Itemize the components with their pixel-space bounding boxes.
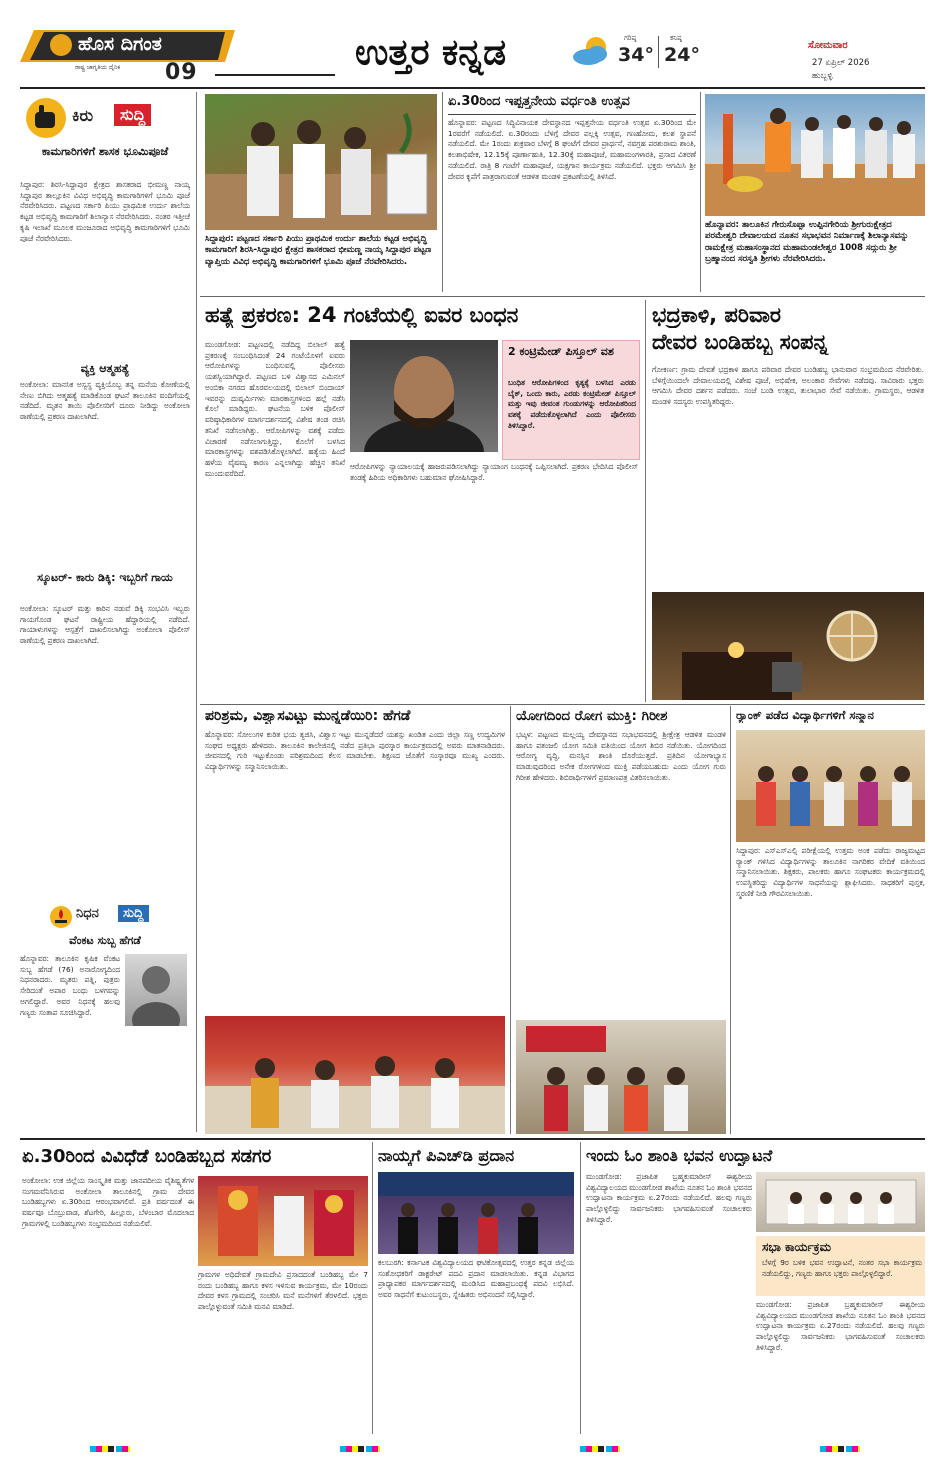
nidhana-label-a: ನಿಧನ bbox=[76, 906, 99, 921]
rank-event-photo bbox=[736, 730, 925, 842]
yoga-headline: ಯೋಗದಿಂದ ರೋಗ ಮುಕ್ತಿ: ಗಿರೀಶ bbox=[516, 708, 668, 724]
phd-body: ಕಲಬುರಗಿ: ಕರ್ನಾಟಕ ವಿಶ್ವವಿದ್ಯಾಲಯದ ಘಟಿಕೋತ್ಸವದಲ್ಲಿ ಉತ್ತರ ಕನ್ನಡ ಜಿಲ್ಲೆಯ ಸಂಶೋಧಕರಿಗೆ ಡಾಕ್ಟರೇಟ್ ಪದವಿ ಪ್ರದಾನ ಮಾಡಲಾಯಿತು. ಕನ್ನಡ ವಿಭಾಗದ ಪ್ರಾಧ್ಯಾಪಕರ ಮಾರ್ಗದರ್ಶನದಲ್ಲಿ ಮಂಡಿಸಿದ ಮಹಾಪ್ರಬಂಧಕ್ಕೆ ಪದವಿ ಲಭಿಸಿದೆ. ಅವರ ಸಾಧನೆಗೆ ಕುಟುಂಬಸ್ಥರು, ಸ್ನೇಹಿತರು ಅಭಿನಂದನೆ ಸಲ್ಲಿಸಿದ್ದಾರೆ. bbox=[378, 1258, 574, 1300]
hand-point-icon bbox=[26, 98, 66, 138]
masthead bbox=[0, 0, 945, 86]
day-label: ಸೋಮವಾರ bbox=[808, 40, 848, 51]
paper-name: ಹೊಸ ದಿಗಂತ bbox=[78, 33, 162, 55]
sabha-box-body: ಬೆಳಗ್ಗೆ 9ರ ಬಳಿಕ ಭವನ ಉದ್ಘಾಟನೆ, ನಂತರ ಸಭಾ ಕಾರ್ಯಕ್ರಮ ನಡೆಯಲಿದ್ದು, ಗಣ್ಯರು ಹಾಗೂ ಭಕ್ತರು ಪಾಲ್ಗೊಳ್ಳಲಿದ್ದಾರೆ. bbox=[762, 1258, 922, 1278]
obituary-photo bbox=[125, 954, 187, 1026]
weather-divider bbox=[658, 36, 659, 68]
paper-tagline: ರಾಷ್ಟ್ರ ಜಾಗೃತಿಯ ದೈನಿಕ bbox=[75, 64, 121, 71]
nidhana-suddi-banner bbox=[50, 904, 190, 930]
bottom-divider-2 bbox=[580, 1142, 581, 1434]
rank-headline: ರ್‍ಯಾಂಕ್ ಪಡೆದ ವಿದ್ಯಾರ್ಥಿಗಳಿಗೆ ಸನ್ಮಾನ bbox=[736, 708, 874, 722]
weather-max-label: ಗರಿಷ್ಠ bbox=[624, 34, 637, 42]
hegde-headline: ಪರಿಶ್ರಮ, ವಿಶ್ವಾಸವಿಟ್ಟು ಮುನ್ನಡೆಯಿರಿ: ಹೆಗಡೆ bbox=[205, 708, 411, 724]
sidebar-story-title: ಕಾಮಗಾರಿಗಳಿಗೆ ಶಾಸಕ ಭೂಮಿಪೂಜೆ bbox=[41, 145, 169, 158]
weather-icon bbox=[570, 34, 614, 68]
top-divider-2 bbox=[700, 92, 701, 292]
pistol-box-body: ಬಂಧಿತ ಆರೋಪಿಗಳಿಂದ ಕೃತ್ಯಕ್ಕೆ ಬಳಸಿದ ಎರಡು ಬೈಕ್, ಒಂದು ಕಾರು, ಎರಡು ಕಂಟ್ರಿಮೇಡ್ ಪಿಸ್ತೂಲ್ ಮತ್ತು ಇವು ಜೀವಂತ ಗುಂಡುಗಳನ್ನು ಆರೋಪಿತರಿಂದ ವಶಕ್ಕೆ ಪಡೆದುಕೊಳ್ಳಲಾಗಿದೆ ಎಂದು ಪೊಲೀಸರು ತಿಳಿಸಿದ್ದಾರೆ. bbox=[508, 378, 636, 430]
obituary-body: ಹೊನ್ನಾವರ: ತಾಲೂಕಿನ ಕೃಷಿಕ ವೆಂಕಟ ಸುಬ್ಬ ಹೆಗಡೆ (76) ಅನಾರೋಗ್ಯದಿಂದ ನಿಧನರಾದರು. ಮೃತರು ಪತ್ನಿ, ಪುತ್ರರು ಸೇರಿದಂತೆ ಅಪಾರ ಬಂಧು ಬಳಗವನ್ನು ಅಗಲಿದ್ದಾರೆ. ಅವರ ನಿಧನಕ್ಕೆ ಹಲವು ಗಣ್ಯರು ಸಂತಾಪ ಸೂಚಿಸಿದ್ದಾರೆ. bbox=[20, 954, 120, 1017]
section-rule-2 bbox=[200, 704, 925, 705]
top-divider-1 bbox=[442, 92, 443, 292]
kiru-suddi-label-b: ಸುದ್ದಿ bbox=[114, 104, 151, 126]
phd-headline: ನಾಯ್ಕಗೆ ಪಿಎಚ್‌ಡಿ ಪ್ರದಾನ bbox=[378, 1146, 515, 1165]
murder-body: ಮುಂಡಗೋಡ: ಪಟ್ಟಣದಲ್ಲಿ ನಡೆದಿದ್ದ ಬಿಲಾಲ್ ಹತ್ಯೆ ಪ್ರಕರಣಕ್ಕೆ ಸಂಬಂಧಿಸಿದಂತೆ 24 ಗಂಟೆಯೊಳಗೆ ಐವರು ಆರೋಪಿಗಳನ್ನು ಬಂಧಿಸುವಲ್ಲಿ ಪೊಲೀಸರು ಯಶಸ್ವಿಯಾಗಿದ್ದಾರೆ. ಪಟ್ಟಣದ ಬಳಿ ವಿಶ್ವಾಸದ ಎಮಿನಲ್ ಅಂಬಿಕಾ ನಗರದ ಹೊರವಲಯದಲ್ಲಿ ಬಿಲಾಲ್ ಬಿಂದಾಯ್ ಇವರನ್ನು ದುಷ್ಕರ್ಮಿಗಳು ಮಾರಕಾಸ್ತ್ರಗಳಿಂದ ಹಲ್ಲೆ ನಡೆಸಿ ಕೊಲೆ ಮಾಡಿದ್ದರು. ಘಟನೆಯ ಬಳಿಕ ಪೊಲೀಸ್ ವರಿಷ್ಠಾಧಿಕಾರಿಗಳ ಮಾರ್ಗದರ್ಶನದಲ್ಲಿ ವಿಶೇಷ ತಂಡ ರಚಿಸಿ ತನಿಖೆ ನಡೆಸಲಾಗಿತ್ತು. ಆರೋಪಿಗಳನ್ನು ವಶಕ್ಕೆ ಪಡೆದು ವಿಚಾರಣೆ ನಡೆಸಲಾಗುತ್ತಿದ್ದು, ಕೊಲೆಗೆ ಬಳಸಿದ ಮಾರಕಾಸ್ತ್ರಗಳನ್ನು ವಶಪಡಿಸಿಕೊಳ್ಳಲಾಗಿದೆ. ಹತ್ಯೆಯ ಹಿಂದೆ ಹಳೆಯ ವೈಷಮ್ಯ ಕಾರಣ ಎನ್ನಲಾಗಿದ್ದು ಹೆಚ್ಚಿನ ತನಿಖೆ ಮುಂದುವರೆದಿದೆ. bbox=[205, 340, 345, 478]
sidebar-divider bbox=[196, 92, 197, 1132]
date-label: 27 ಏಪ್ರಿಲ್ 2026 bbox=[812, 58, 870, 68]
logo-emblem-icon bbox=[50, 34, 72, 56]
sidebar-story-body: ಅಂಕೋಲಾ: ಸ್ಕೂಟರ್ ಮತ್ತು ಕಾರಿನ ನಡುವೆ ಡಿಕ್ಕಿ ಸಂಭವಿಸಿ ಇಬ್ಬರು ಗಾಯಗೊಂಡ ಘಟನೆ ರಾಷ್ಟ್ರೀಯ ಹೆದ್ದಾರಿಯಲ್ಲಿ ನಡೆದಿದೆ. ಗಾಯಾಳುಗಳನ್ನು ಆಸ್ಪತ್ರೆಗೆ ದಾಖಲಿಸಲಾಗಿದ್ದು ಅಂಕೋಲಾ ಪೊಲೀಸ್ ಠಾಣೆಯಲ್ಲಿ ಪ್ರಕರಣ ದಾಖಲಾಗಿದೆ. bbox=[20, 604, 190, 646]
registration-marks bbox=[0, 1440, 945, 1460]
kiru-suddi-banner bbox=[26, 98, 186, 138]
om-body-continued: ಮುಂಡಗೋಡ: ಪ್ರಜಾಪಿತ ಬ್ರಹ್ಮಕುಮಾರೀಸ್ ಈಶ್ವರೀಯ ವಿಶ್ವವಿದ್ಯಾಲಯದ ಮುಂಡಗೋಡ ಶಾಖೆಯ ನೂತನ ಓಂ ಶಾಂತಿ ಭವನದ ಉದ್ಘಾಟನಾ ಕಾರ್ಯಕ್ರಮ ಏ.27ರಂದು ನಡೆಯಲಿದೆ. ಹಲವು ಗಣ್ಯರು ಪಾಲ್ಗೊಳ್ಳಲಿದ್ದು ಸಾರ್ವಜನಿಕರು ಭಾಗವಹಿಸುವಂತೆ ಸಂಚಾಲಕರು ತಿಳಿಸಿದ್ದಾರೆ. bbox=[756, 1300, 925, 1352]
mid-divider-2 bbox=[510, 706, 511, 1134]
shilanyasa-photo bbox=[705, 94, 925, 216]
weather-min-temp: 24° bbox=[664, 44, 700, 66]
masthead-rule bbox=[20, 87, 925, 89]
hegde-body: ಹೊನ್ನಾವರ: ಸೋಲುಗಳ ಕುರಿತ ಭಯ ತ್ಯಜಿಸಿ, ವಿಶ್ವಾಸ ಇಟ್ಟು ಮುನ್ನಡೆದರೆ ಯಶಸ್ಸು ಖಂಡಿತ ಎಂದು ಜಿಲ್ಲಾ ಸಣ್ಣ ಉದ್ಯಮಿಗಳ ಸಂಘದ ಅಧ್ಯಕ್ಷರು ಹೇಳಿದರು. ತಾಲೂಕಿನ ಕಾಲೇಜಿನಲ್ಲಿ ನಡೆದ ಪ್ರತಿಭಾ ಪುರಸ್ಕಾರ ಕಾರ್ಯಕ್ರಮದಲ್ಲಿ ಅವರು ಮಾತನಾಡಿದರು. ಜೀವನದಲ್ಲಿ ಗುರಿ ಇಟ್ಟುಕೊಂಡು ಪರಿಶ್ರಮದಿಂದ ಕೆಲಸ ಮಾಡಬೇಕು. ಶಿಕ್ಷಣದ ಜೊತೆಗೆ ಸಂಸ್ಕಾರವೂ ಮುಖ್ಯ ಎಂದರು. ವಿದ್ಯಾರ್ಥಿಗಳನ್ನು ಸನ್ಮಾನಿಸಲಾಯಿತು. bbox=[205, 730, 505, 772]
mid-divider-1 bbox=[645, 300, 646, 702]
edition-title: ಉತ್ತರ ಕನ್ನಡ bbox=[355, 32, 507, 73]
sidebar-story-title: ವ್ಯಕ್ತಿ ಆತ್ಮಹತ್ಯೆ bbox=[80, 362, 130, 375]
bhoomipuja-caption: ಸಿದ್ದಾಪುರ: ಪಟ್ಟಣದ ಸರ್ಕಾರಿ ಪಿಯು ಪ್ರಾಥಮಿಕ ಉರ್ದು ಶಾಲೆಯ ಕಟ್ಟಡ ಅಭಿವೃದ್ಧಿ ಕಾಮಗಾರಿಗೆ ಶಿರಸಿ-ಸಿದ್ದಾಪುರ ಕ್ಷೇತ್ರದ ಶಾಸಕರಾದ ಭೀಮಣ್ಣ ನಾಯ್ಕ ಸಿದ್ದಾಪುರ ಪಟ್ಟಣ ವ್ಯಾಪ್ತಿಯ ವಿವಿಧ ಅಭಿವೃದ್ಧಿ ಕಾಮಗಾರಿಗಳಿಗೆ ಭೂಮಿ ಪೂಜೆ ನೆರವೇರಿಸಿದರು. bbox=[205, 234, 432, 267]
kiru-suddi-label-a: ಕಿರು bbox=[72, 106, 94, 125]
phd-convocation-photo bbox=[378, 1172, 574, 1254]
bottom-divider-1 bbox=[372, 1142, 373, 1434]
pistol-box-title: 2 ಕಂಟ್ರಿಮೇಡ್ ಪಿಸ್ತೂಲ್ ವಶ bbox=[508, 345, 614, 358]
section-rule-1 bbox=[200, 296, 925, 297]
mid-divider-3 bbox=[730, 706, 731, 1134]
paper-logo bbox=[20, 30, 235, 62]
section-rule-3 bbox=[20, 1138, 925, 1140]
bandi-festival-photo bbox=[198, 1176, 368, 1266]
bandi-headline: ಏ.30ರಿಂದ ವಿವಿಧೆಡೆ ಬಂಡಿಹಬ್ಬದ ಸಡಗರ bbox=[22, 1146, 272, 1167]
yoga-body: ಭಟ್ಕಳ: ಪಟ್ಟಣದ ಮಲ್ಲಯ್ಯ ದೇವಸ್ಥಾನದ ಸಭಾಭವನದಲ್ಲಿ ಶ್ರೀಕ್ಷೇತ್ರ ಆಡಳಿತ ಮಂಡಳಿ ಹಾಗೂ ಪತಂಜಲಿ ಯೋಗ ಸಮಿತಿ ವತಿಯಿಂದ ಯೋಗ ಶಿಬಿರ ನಡೆಯಿತು. ಯೋಗದಿಂದ ಆರೋಗ್ಯ ವೃದ್ಧಿ, ಮನಸ್ಸಿನ ಶಾಂತಿ ದೊರೆಯುತ್ತದೆ. ಪ್ರತಿದಿನ ಯೋಗಾಭ್ಯಾಸ ಮಾಡುವುದರಿಂದ ಅನೇಕ ರೋಗಗಳಿಂದ ಮುಕ್ತಿ ಪಡೆಯಬಹುದು ಎಂದು ಯೋಗ ಗುರು ಗಿರೀಶ ಹೇಳಿದರು. ಶಿಬಿರಾರ್ಥಿಗಳಿಗೆ ಪ್ರಮಾಣಪತ್ರ ವಿತರಿಸಲಾಯಿತು. bbox=[516, 730, 726, 782]
temple-headline-line1: ಭದ್ರಕಾಳಿ, ಪರಿವಾರ bbox=[652, 303, 781, 327]
page-number: 09 bbox=[165, 60, 198, 85]
sidebar-story-body: ಸಿದ್ದಾಪುರ: ಶಿರಸಿ-ಸಿದ್ದಾಪುರ ಕ್ಷೇತ್ರದ ಶಾಸಕರಾದ ಭೀಮಣ್ಣ ನಾಯ್ಕ ಸಿದ್ದಾಪುರ ತಾಲ್ಲೂಕಿನ ವಿವಿಧ ಅಭಿವೃದ್ಧಿ ಕಾಮಗಾರಿಗಳಿಗೆ ಭೂಮಿ ಪೂಜೆ ನೆರವೇರಿಸಿದರು. ಪಟ್ಟಣದ ಸರ್ಕಾರಿ ಪಿಯು ಪ್ರಾಥಮಿಕ ಉರ್ದು ಶಾಲೆಯ ಕಟ್ಟಡ ಅಭಿವೃದ್ಧಿ ಕಾಮಗಾರಿಗೆ ಶಿಲಾನ್ಯಾಸ ನೆರವೇರಿಸಿದರು. ನಂತರ ಇತ್ತೀಚೆ ಕೃಷಿ ಇಲಾಖೆ ಮೂಲಕ ಮಂಜೂರಾದ ಅಭಿವೃದ್ಧಿ ಕಾಮಗಾರಿಗಳಿಗೆ ಭೂಮಿ ಪೂಜೆ ನೆರವೇರಿಸಿದರು. bbox=[20, 180, 190, 243]
bandi-body: ಅಂಕೋಲಾ: ಉಕ ಜಿಲ್ಲೆಯ ಸಾಂಸ್ಕೃತಿಕ ಮತ್ತು ಜಾನಪದೀಯ ವೈಶಿಷ್ಟ್ಯತೆಗಳ ಸಂಗಮವೆನಿಸಿರುವ ಅಂಕೋಲಾ ತಾಲೂಕಿನಲ್ಲಿ ಗ್ರಾಮ ದೇವರ ಬಂಡಿಹಬ್ಬಗಳು ಏ.30ರಿಂದ ಆರಂಭವಾಗಲಿವೆ. ಪ್ರತಿ ವರ್ಷದಂತೆ ಈ ವರ್ಷವೂ ಬೊಬ್ರುವಾಡ, ಶೆಟಗೇರಿ, ಹಿಲ್ಲೂರು, ಬೆಳಂಬಾರ ಮೊದಲಾದ ಗ್ರಾಮಗಳಲ್ಲಿ ಬಂಡಿಹಬ್ಬಗಳು ಸಂಭ್ರಮದಿಂದ ನಡೆಯಲಿವೆ. bbox=[22, 1176, 194, 1228]
shilanyasa-caption: ಹೊನ್ನಾವರ: ತಾಲೂಕಿನ ಗೇರುಸೊಪ್ಪಾ ಉಪ್ಪಿನಗೇರಿಯ ಶ್ರೀಗುರುಕ್ಷೇತ್ರದ ಪರಮೇಶ್ವರಿ ದೇವಾಲಯದ ನೂತನ ಸಭಾಭವನ ನಿರ್ಮಾಣಕ್ಕೆ ಶಿಲಾನ್ಯಾಸವನ್ನು ರಾಮಕ್ಷೇತ್ರ ಮಹಾಸಂಸ್ಥಾನದ ಮಹಾಮಂಡಲೇಶ್ವರ 1008 ಸದ್ಗುರು ಶ್ರೀ ಬ್ರಹ್ಮಾನಂದ ಸರಸ್ವತಿ ಶ್ರೀಗಳು ನೆರವೇರಿಸಿದರು. bbox=[705, 220, 909, 265]
bhoomipuja-photo bbox=[205, 94, 437, 230]
temple-photo bbox=[652, 592, 924, 700]
vardhanti-headline: ಏ.30ರಿಂದ ಇಪ್ಪತ್ತನೇಯ ವರ್ಧಂತಿ ಉತ್ಸವ bbox=[448, 94, 630, 109]
murder-headline: ಹತ್ಯೆ ಪ್ರಕರಣ: 24 ಗಂಟೆಯಲ್ಲಿ ಐವರ ಬಂಧನ bbox=[205, 303, 519, 327]
obituary-name: ವೆಂಕಟ ಸುಬ್ಬ ಹೆಗಡೆ bbox=[69, 934, 141, 947]
yoga-event-photo bbox=[516, 1020, 726, 1134]
temple-body: ಗೋಕರ್ಣ: ಗ್ರಾಮ ದೇವತೆ ಭದ್ರಕಾಳಿ ಹಾಗೂ ಪರಿವಾರ ದೇವರ ಬಂಡಿಹಬ್ಬ ಭಾನುವಾರ ಸಂಭ್ರಮದಿಂದ ನೆರವೇರಿತು. ಬೆಳಿಗ್ಗೆಯಿಂದಲೇ ದೇವಾಲಯದಲ್ಲಿ ವಿಶೇಷ ಪೂಜೆ, ಅಭಿಷೇಕ, ಅಲಂಕಾರ ಸೇವೆಗಳು ನಡೆದವು. ಸಾವಿರಾರು ಭಕ್ತರು ಆಗಮಿಸಿ ದೇವರ ದರ್ಶನ ಪಡೆದರು. ಸಂಜೆ ಬಂಡಿ ಉತ್ಸವ, ತುಲಾಭಾರ ಸೇವೆ ನಡೆಯಿತು. ಗ್ರಾಮಸ್ಥರು, ಆಡಳಿತ ಮಂಡಳಿ ಸದಸ್ಯರು ಉಪಸ್ಥಿತರಿದ್ದರು. bbox=[652, 365, 924, 407]
sabha-box-title: ಸಭಾ ಕಾರ್ಯಕ್ರಮ bbox=[762, 1240, 832, 1254]
sidebar-story-body: ಅಂಕೋಲಾ: ಮಾನಸಿಕ ಅಸ್ವಸ್ಥ ವ್ಯಕ್ತಿಯೊಬ್ಬ ತನ್ನ ಮನೆಯ ಕೋಣೆಯಲ್ಲಿ ನೇಣು ಬಿಗಿದು ಆತ್ಮಹತ್ಯೆ ಮಾಡಿಕೊಂಡ ಘಟನೆ ತಾಲೂಕಿನ ವಂದಿಗೆಯಲ್ಲಿ ನಡೆದಿದೆ. ಮೃತನ ತಾಯಿ ಪೊಲೀಸರಿಗೆ ದೂರು ನೀಡಿದ್ದು ಅಂಕೋಲಾ ಠಾಣೆಯಲ್ಲಿ ಪ್ರಕರಣ ದಾಖಲಾಗಿದೆ. bbox=[20, 380, 190, 422]
hegde-event-photo bbox=[205, 1016, 505, 1134]
temple-headline-line2: ದೇವರ ಬಂಡಿಹಬ್ಬ ಸಂಪನ್ನ bbox=[652, 330, 829, 354]
masthead-divider bbox=[215, 74, 335, 76]
left-sidebar bbox=[20, 92, 190, 1132]
city-label: ಹುಬ್ಬಳ್ಳಿ bbox=[812, 71, 833, 81]
accused-photo-main bbox=[350, 340, 498, 452]
day-badge bbox=[808, 40, 888, 55]
weather-max-temp: 34° bbox=[618, 44, 654, 66]
om-shanti-photo bbox=[756, 1172, 925, 1232]
om-headline: ಇಂದು ಓಂ ಶಾಂತಿ ಭವನ ಉದ್ಘಾಟನೆ bbox=[586, 1146, 773, 1165]
nidhana-label-b: ಸುದ್ದಿ bbox=[118, 905, 149, 922]
rank-body: ಸಿದ್ದಾಪುರ: ಎಸ್ಎಸ್ಎಲ್ಸಿ ಪರೀಕ್ಷೆಯಲ್ಲಿ ಉತ್ತಮ ಅಂಕ ಪಡೆದು ರಾಜ್ಯಮಟ್ಟದ ರ್‍ಯಾಂಕ್ ಗಳಿಸಿದ ವಿದ್ಯಾರ್ಥಿಗಳನ್ನು ತಾಲೂಕಿನ ನಾಗರಿಕರ ವೇದಿಕೆ ವತಿಯಿಂದ ಸನ್ಮಾನಿಸಲಾಯಿತು. ಶಿಕ್ಷಕರು, ಪಾಲಕರು ಹಾಗೂ ಸಂಘಟಕರು ಕಾರ್ಯಕ್ರಮದಲ್ಲಿ ಉಪಸ್ಥಿತರಿದ್ದು ವಿದ್ಯಾರ್ಥಿಗಳ ಸಾಧನೆಯನ್ನು ಶ್ಲಾಘಿಸಿದರು. ಸಾಧಕರಿಗೆ ಪುಸ್ತಕ, ಸ್ಮರಣಿಕೆ ನೀಡಿ ಗೌರವಿಸಲಾಯಿತು. bbox=[736, 846, 925, 898]
weather-min-label: ಕನಿಷ್ಠ bbox=[670, 34, 682, 42]
bandi-body-continued: ಗ್ರಾಮಗಳ ಅಧಿದೇವತೆ ಗ್ರಾಮದೇವಿ ಪ್ರಸಾದದಂತೆ ಬಂಡಿಹಬ್ಬ ಮೇ 7 ರಂದು ಬಂಡಿಹಬ್ಬ ಹಾಗೂ ಕಳಸ ಇಳಿಸುವ ಕಾರ್ಯಕ್ರಮ, ಮೇ 10ರಂದು ದೇವರ ಕಳಸ ಗ್ರಾಮದಲ್ಲಿ ಸಂಚರಿಸಿ ಮನೆ ಮನೆಗಳಿಗೆ ತೆರಳಲಿದೆ. ಭಕ್ತರು ಪಾಲ್ಗೊಳ್ಳುವಂತೆ ಸಮಿತಿ ಮನವಿ ಮಾಡಿದೆ. bbox=[198, 1270, 368, 1312]
om-body: ಮುಂಡಗೋಡ: ಪ್ರಜಾಪಿತ ಬ್ರಹ್ಮಕುಮಾರೀಸ್ ಈಶ್ವರೀಯ ವಿಶ್ವವಿದ್ಯಾಲಯದ ಮುಂಡಗೋಡ ಶಾಖೆಯ ನೂತನ ಓಂ ಶಾಂತಿ ಭವನದ ಉದ್ಘಾಟನಾ ಕಾರ್ಯಕ್ರಮ ಏ.27ರಂದು ನಡೆಯಲಿದೆ. ಹಲವು ಗಣ್ಯರು ಪಾಲ್ಗೊಳ್ಳಲಿದ್ದು ಸಾರ್ವಜನಿಕರು ಭಾಗವಹಿಸುವಂತೆ ಸಂಚಾಲಕರು ತಿಳಿಸಿದ್ದಾರೆ. bbox=[586, 1172, 752, 1224]
sidebar-story-title: ಸ್ಕೂಟರ್- ಕಾರು ಡಿಕ್ಕಿ: ಇಬ್ಬರಿಗೆ ಗಾಯ bbox=[37, 571, 173, 584]
vardhanti-body: ಹೊನ್ನಾವರ: ಪಟ್ಟಣದ ಸಿದ್ಧಿವಿನಾಯಕ ದೇವಸ್ಥಾನದ ಇಪ್ಪತ್ತನೇಯ ವರ್ಧಂತಿ ಉತ್ಸವ ಏ.30ರಿಂದ ಮೇ 1ರವರೆಗೆ ನಡೆಯಲಿದೆ. ಏ.30ರಂದು ಬೆಳಿಗ್ಗೆ ದೇವರ ಪಲ್ಲಕ್ಕಿ ಉತ್ಸವ, ಗಣಹೋಮ, ಕಲಶ ಸ್ಥಾಪನೆ ನಡೆಯಲಿದೆ. ಮೇ 1ರಂದು ಶುಕ್ರವಾರ ಬೆಳಗ್ಗೆ 8 ಘಂಟೆಗೆ ದೇವರ ಪ್ರಾರ್ಥನೆ, ನವಗ್ರಹ ಪರಶುರಾಮ ಶಾಂತಿ, ಕಲಶಾಭಿಷೇಕ, 12.15ಕ್ಕೆ ಪೂರ್ಣಾಹುತಿ, 12.30ಕ್ಕೆ ಮಹಾಪೂಜೆ, ಮಹಾಮಂಗಳಾರತಿ, ಪ್ರಸಾದ ವಿತರಣೆ ನಡೆಯಲಿದೆ. ರಾತ್ರಿ 8 ಗಂಟೆಗೆ ಮಹಾಪೂಜೆ, ಯಕ್ಷಗಾನ ಕಾರ್ಯಕ್ರಮ ನಡೆಯಲಿದೆ. ಭಕ್ತರು ಆಗಮಿಸಿ ಶ್ರೀ ದೇವರ ಕೃಪೆಗೆ ಪಾತ್ರರಾಗುವಂತೆ ಆಡಳಿತ ಮಂಡಳಿ ಪ್ರಕಟಣೆಯಲ್ಲಿ ತಿಳಿಸಿದೆ. bbox=[448, 118, 696, 181]
vardhanti-rule bbox=[448, 114, 696, 115]
lamp-icon bbox=[50, 906, 72, 928]
murder-body-continued: ಆರೋಪಿಗಳನ್ನು ನ್ಯಾಯಾಲಯಕ್ಕೆ ಹಾಜರುಪಡಿಸಲಾಗಿದ್ದು ನ್ಯಾಯಾಂಗ ಬಂಧನಕ್ಕೆ ಒಪ್ಪಿಸಲಾಗಿದೆ. ಪ್ರಕರಣ ಭೇದಿಸಿದ ಪೊಲೀಸ್ ತಂಡಕ್ಕೆ ಹಿರಿಯ ಅಧಿಕಾರಿಗಳು ಬಹುಮಾನ ಘೋಷಿಸಿದ್ದಾರೆ. bbox=[350, 462, 638, 482]
